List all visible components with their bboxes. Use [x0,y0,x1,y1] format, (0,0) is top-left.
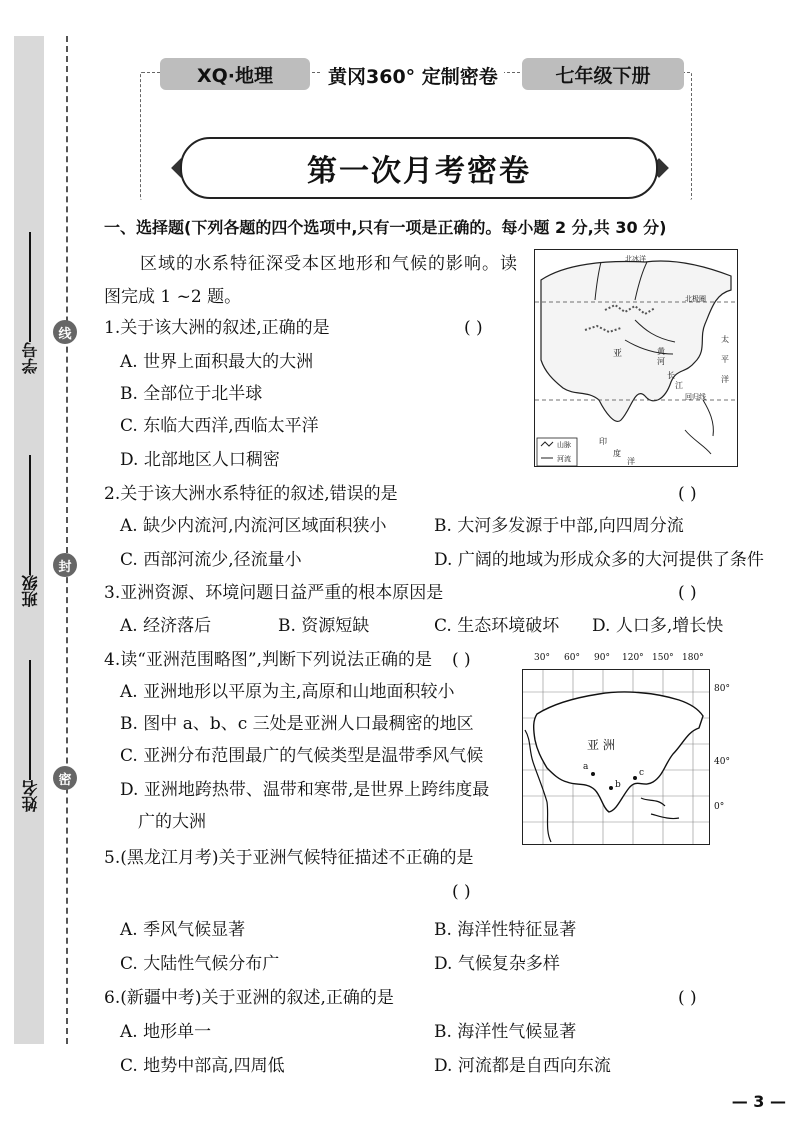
class-field[interactable] [20,455,40,607]
q2-answer-bracket[interactable]: ( ) [678,484,697,504]
q5-option-a[interactable]: A. 季风气候显著 [120,920,246,940]
q1-option-c[interactable]: C. 东临大西洋,西临太平洋 [120,416,319,436]
q6-text: 关于亚洲的叙述,正确的是 [201,988,394,1008]
q3-stem [104,581,443,605]
binding-mark-secret: 密 [53,766,77,790]
q3-option-c[interactable]: C. 生态环境破坏 [434,616,560,636]
map2-tick-150: 150° [652,653,674,663]
map1-legend-mountain: 山脉 [557,441,571,449]
q1-text: 关于该大洲的叙述,正确的是 [120,318,330,338]
q6-option-b[interactable]: B. 海洋性气候显著 [434,1022,577,1042]
student-id-field[interactable] [20,232,40,374]
map1-label-du: 度 [613,449,621,458]
class-line [29,455,31,575]
q2-option-b[interactable]: B. 大河多发源于中部,向四周分流 [434,516,684,536]
q4-option-b[interactable]: B. 图中 a、b、c 三处是亚洲人口最稠密的地区 [120,714,474,734]
q4-option-d-continued: 广的大洲 [138,812,206,832]
name-line [29,660,31,780]
binding-mark-line: 线 [53,320,77,344]
map2-point-b: b [615,780,621,790]
name-label: 姓名 [20,780,40,812]
map2-point-c: c [639,768,645,778]
map2-tick-90: 90° [594,653,610,663]
q1-stem [104,316,330,340]
q1-answer-bracket[interactable]: ( ) [464,318,483,338]
intro-line-2: 图完成 1 ~2 题。 [104,287,242,307]
map1-label-ping: 平 [721,355,729,364]
q3-option-a[interactable]: A. 经济落后 [120,616,212,636]
subject-pill: XQ·地理 [160,58,310,90]
q3-option-d[interactable]: D. 人口多,增长快 [592,616,724,636]
map1-label-yin: 印 [599,437,607,446]
q6-source: (新疆中考) [120,988,202,1008]
student-id-line [29,232,31,342]
binding-mark-seal: 封 [53,553,77,577]
q4-option-d[interactable]: D. 亚洲地跨热带、温带和寒带,是世界上跨纬度最 [120,780,490,800]
asia-range-map [522,669,710,845]
map2-tick-40n: 40° [714,757,730,767]
q4-number: 4. [104,650,121,670]
intro-line-1: 区域的水系特征深受本区地形和气候的影响。读 [140,254,518,274]
q1-option-b[interactable]: B. 全部位于北半球 [120,384,263,404]
map2-asia-label: 亚 洲 [587,738,615,752]
q5-answer-bracket[interactable]: ( ) [452,882,471,902]
q1-number: 1. [104,318,121,338]
q2-option-c[interactable]: C. 西部河流少,径流量小 [120,550,302,570]
q6-number: 6. [104,988,121,1008]
series-title: 黄冈360° 定制密卷 [322,60,504,90]
student-id-label: 学号 [20,342,40,374]
q6-option-c[interactable]: C. 地势中部高,四周低 [120,1056,285,1076]
asia-range-map-svg [523,670,710,845]
q2-number: 2. [104,484,121,504]
q2-text: 关于该大洲水系特征的叙述,错误的是 [120,484,398,504]
q4-option-a[interactable]: A. 亚洲地形以平原为主,高原和山地面积较小 [120,682,455,702]
q6-option-d[interactable]: D. 河流都是自西向东流 [434,1056,611,1076]
asia-river-map-svg [535,250,738,467]
q4-option-c[interactable]: C. 亚洲分布范围最广的气候类型是温带季风气候 [120,746,484,766]
section-heading: 一、选择题(下列各题的四个选项中,只有一项是正确的。每小题 2 分,共 30 分) [104,218,667,237]
map1-legend-river: 河流 [557,455,571,463]
map1-label-arctic: 北冰洋 [625,255,646,263]
q3-number: 3. [104,583,121,603]
q6-option-a[interactable]: A. 地形单一 [120,1022,212,1042]
grade-pill: 七年级下册 [522,58,684,90]
q3-answer-bracket[interactable]: ( ) [678,583,697,603]
map2-tick-120: 120° [622,653,644,663]
q3-option-b[interactable]: B. 资源短缺 [278,616,370,636]
map2-tick-80n: 80° [714,684,730,694]
cut-line [66,36,68,1044]
name-field[interactable] [20,660,40,812]
page-number: — 3 — [731,1092,786,1111]
q3-text: 亚洲资源、环境问题日益严重的根本原因是 [120,583,444,603]
asia-river-map [534,249,738,467]
map1-label-huang: 黄 [657,347,665,356]
q5-stem [104,846,474,870]
q4-answer-bracket[interactable]: ( ) [452,650,471,670]
q5-option-c[interactable]: C. 大陆性气候分布广 [120,954,280,974]
map1-label-arctic-circle: 北极圈 [685,295,706,303]
map1-label-chang: 长 [667,371,675,380]
q5-option-d[interactable]: D. 气候复杂多样 [434,954,560,974]
map2-tick-180: 180° [682,653,704,663]
q4-stem [104,648,432,672]
map1-label-yang2: 洋 [627,457,635,466]
q6-stem [104,986,394,1010]
q2-option-d[interactable]: D. 广阔的地域为形成众多的大河提供了条件 [434,550,764,570]
q6-answer-bracket[interactable]: ( ) [678,988,697,1008]
q2-option-a[interactable]: A. 缺少内流河,内流河区域面积狭小 [120,516,387,536]
q2-stem [104,482,398,506]
q1-option-d[interactable]: D. 北部地区人口稠密 [120,450,280,470]
map2-tick-0: 0° [714,802,725,812]
map1-label-he: 河 [657,357,665,366]
map1-label-asia: 亚 [613,349,623,359]
q5-option-b[interactable]: B. 海洋性特征显著 [434,920,577,940]
q4-text: 读“亚洲范围略图”,判断下列说法正确的是 [120,650,433,670]
map1-label-tai: 太 [721,335,729,344]
q5-text: 关于亚洲气候特征描述不正确的是 [218,848,474,868]
class-label: 班级 [20,575,40,607]
map1-label-yang: 洋 [721,375,729,384]
map1-label-tropic: 回归线 [685,393,706,401]
q5-source: (黑龙江月考) [120,848,219,868]
map2-point-a: a [583,762,589,772]
map2-tick-30: 30° [534,653,550,663]
map1-label-jiang: 江 [675,381,683,390]
exam-title: 第一次月考密卷 [180,137,658,199]
q1-option-a[interactable]: A. 世界上面积最大的大洲 [120,352,314,372]
q5-number: 5. [104,848,121,868]
map2-tick-60: 60° [564,653,580,663]
